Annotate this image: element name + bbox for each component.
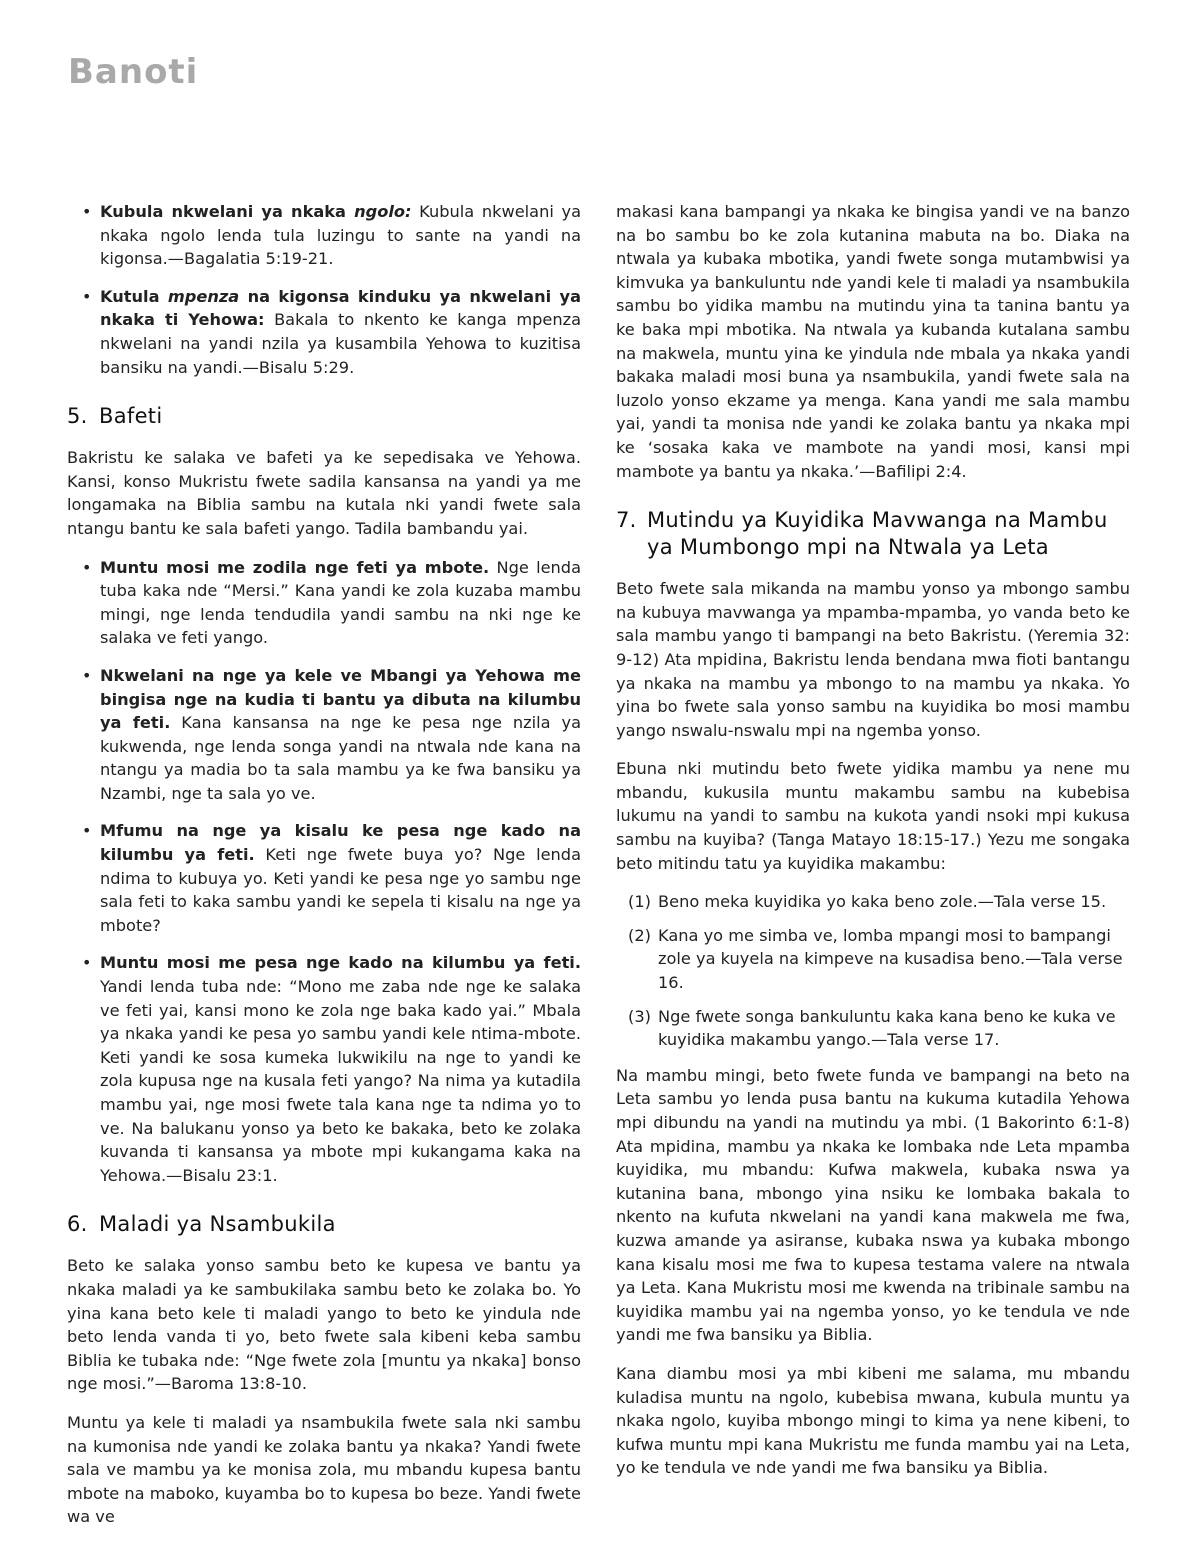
list-item — [100, 285, 581, 379]
paragraph: makasi kana bampangi ya nkaka ke bingisa yandi ve na banzo na bo sambu bo ke zola kutanina mabuta na bo. Diaka na ntwala ya kubaka mbotika, yandi fwete songa mutambwisi ya kimvuka ya bankuluntu nde yandi kele ti maladi ya nsambukila sambu bo yidika mambu na mutindu yina ta tanina bantu ya ke baka mpi mbotika. Na ntwala ya kubanda kutalana sambu na makwela, muntu yina ke yindula nde mbala ya nkaka yandi bakaka maladi mosi buna ya nsambukila, yandi fwete sala na luzolo yonso ekzame ya menga. Kana yandi me sala mambu yai, yandi ta monisa nde yandi ke zolaka bantu ya nkaka mpi ke ‘sosaka kaka ve mambote na yandi mosi, kansi mpi mambote ya bantu ya nkaka.’—Bafilipi 2:4. — [616, 202, 1130, 481]
paragraph: Na mambu mingi, beto fwete funda ve bampangi na beto na Leta sambu yo lenda pusa bantu na kukuma kutadila Yehowa mpi dibundu na yandi na mutindu ya mbi. (1 Bakorinto 6:1-8) Ata mpidina, mambu ya nkaka ke lombaka nde Leta mpamba kuyidika, mu mbandu: Kufwa makwela, kubaka nswa ya kutanina bana, mbongo yina nsiku ke lombaka bakala to nkento na kufuta nkwelani na yandi kana makwela me fwa, kuzwa amande ya asiranse, kubaka nswa ya kubaka mbongo kana kisalu mosi me fwa to kupesa testama valere na ntwala ya Leta. Kana Mukristu mosi me kwenda na tribinale sambu na kuyidika mambu yai na ngemba yonso, yo ke tendula ve nde yandi me fwa bansiku ya Biblia. — [616, 1065, 1130, 1345]
list-item: • Mfumu na nge ya kisalu ke pesa nge kado na kilumbu ya feti. Keti nge fwete buya yo? Nge lenda ndima to kubuya yo. Keti yandi ke pesa nge yo sambu nge sala feti to kaka sambu yandi ke sepela ti kisalu na nge ya mbote? — [100, 819, 581, 937]
section-heading-maladi: 6. Maladi ya Nsambukila — [67, 1212, 336, 1237]
bullet-list-intro — [67, 200, 581, 379]
paragraph: Beto fwete sala mikanda na mambu yonso ya mbongo sambu na kubuya mavwanga ya mpamba-mpamba, yo vanda beto ke sala mambu yango ti bampangi na beto Bakristu. (Yeremia 32: 9-12) Ata mpidina, Bakristu lenda bendana mwa fioti bantangu ya nkaka na mambu ya mbongo to na mambu ya nkaka. Yo yina bo fwete sala yonso sambu na kuyidika bo mosi mambu yango nswalu-nswalu mpi na ngemba yonso. — [616, 579, 1130, 740]
numbered-steps — [616, 890, 1130, 1052]
list-item: (2) Kana yo me simba ve, lomba mpangi mosi to bampangi zole ya kuyela na kimpeve na kusadisa beno.—Tala verse 16. — [628, 925, 1123, 993]
paragraph: Ebuna nki mutindu beto fwete yidika mambu ya nene mu mbandu, kukusila muntu makambu sambu na kubebisa lukumu na yandi to sambu na kukota yandi nsoki mpi kukusa sambu na kuyiba? (Tanga Matayo 18:15-17.) Yezu me songaka beto mitindu tatu ya kuyidika makambu: — [616, 759, 1130, 873]
list-item: • Muntu mosi me pesa nge kado na kilumbu ya feti. Yandi lenda tuba nde: “Mono me zaba nde nge ke salaka ve feti yai, kansi mono ke zola nge baka kado yai.” Mbala ya nkaka yandi ke pesa yo sambu yandi kele ntima-mbote. Keti yandi ke sosa kumeka lukwikilu na nge to yandi ke zola kupusa nge na kusala feti yango? Na nima ya kutadila mambu yai, nge mosi fwete tala kana nge ta ndima yo to ve. Na balukanu yonso ya beto ke bakaka, beto ke zolaka kuvanda ti kansansa ya mbote mpi kukangama kaka na Yehowa.—Bisalu 23:1. — [100, 951, 581, 1187]
paragraph: Muntu ya kele ti maladi ya nsambukila fwete sala nki sambu na kumonisa nde yandi ke zolaka bantu ya nkaka? Yandi fwete sala ve mambu ya ke monisa zola, mu mbandu kupesa bantu mbote na maboko, kuyamba bo to kupesa bo beze. Yandi fwete wa ve — [67, 1412, 581, 1527]
right-column — [616, 200, 1130, 1495]
bullet-text: Bakala to nkento ke kanga mpenza nkwelani na yandi nzila ya kusambila Yehowa to kuzitisa bansiku na yandi.—Bisalu 5:29. — [100, 310, 582, 377]
paragraph: Kana diambu mosi ya mbi kibeni me salama, mu mbandu kuladisa muntu na ngolo, kubebisa mwana, kubula muntu ya nkaka ngolo, kuyiba mbongo mingi to kima ya nene kibeni, to kufwa muntu mpi kana Mukristu me funda mambu yai na Leta, yo ke tendula ve nde yandi me fwa bansiku ya Biblia. — [616, 1363, 1130, 1478]
bullet-text: Kubula nkwelani ya nkaka ngolo lenda tula luzingu to sante na yandi na kigonsa.—Bagalatia 5:19-21. — [100, 202, 581, 269]
section-heading-mutindu: 7. Mutindu ya Kuyidika Mavwanga na Mambu ya Mumbongo mpi na Ntwala ya Leta — [616, 508, 1108, 560]
bullet-lead: Kubula nkwelani ya nkaka ngolo: — [100, 202, 412, 221]
list-item: (3) Nge fwete songa bankuluntu kaka kana beno ke kuka ve kuyidika makambu yango.—Tala verse 17. — [628, 1006, 1116, 1050]
list-item — [100, 200, 581, 271]
list-item: (1) Beno meka kuyidika yo kaka beno zole.—Tala verse 15. — [628, 892, 1107, 912]
bullet-lead: Kutula mpenza na kigonsa kinduku ya nkwelani ya nkaka ti Yehowa: — [100, 286, 582, 330]
bullet-list-bafeti — [67, 556, 581, 1188]
left-column — [67, 200, 581, 1544]
paragraph: Beto ke salaka yonso sambu beto ke kupesa ve bantu ya nkaka maladi ya ke sambukilaka sambu beto ke zolaka bo. Yo yina kana beto kele ti maladi yango to beto ke yindula nde beto lenda vanda ti yo, beto fwete sala kibeni keba sambu Biblia ke tubaka nde: “Nge fwete zola [muntu ya nkaka] bonso nge mosi.”—Baroma 13:8-10. — [67, 1256, 581, 1394]
page-header-title: Banoti — [68, 52, 199, 92]
list-item: • Muntu mosi me zodila nge feti ya mbote. Nge lenda tuba kaka nde “Mersi.” Kana yandi ke zola kuzaba mambu mingi, nge lenda tendudila yandi sambu na nki nge ke salaka ve feti yango. — [100, 556, 581, 650]
section-heading-bafeti: 5. Bafeti — [67, 404, 163, 429]
paragraph: Bakristu ke salaka ve bafeti ya ke sepedisaka ve Yehowa. Kansi, konso Mukristu fwete sadila kansansa na yandi ya me longamaka na Biblia sambu na kutala nki yandi fwete sala ntangu bantu ke sala bafeti yango. Tadila bambandu yai. — [67, 448, 581, 538]
list-item: • Nkwelani na nge ya kele ve Mbangi ya Yehowa me bingisa nge na kudia ti bantu ya dibuta na kilumbu ya feti. Kana kansansa na nge ke pesa nge nzila ya kukwenda, nge lenda songa yandi na ntwala nde kana na ntangu ya madia bo ta sala mambu ya ke fwa bansiku ya Nzambi, nge ta sala yo ve. — [100, 664, 581, 806]
